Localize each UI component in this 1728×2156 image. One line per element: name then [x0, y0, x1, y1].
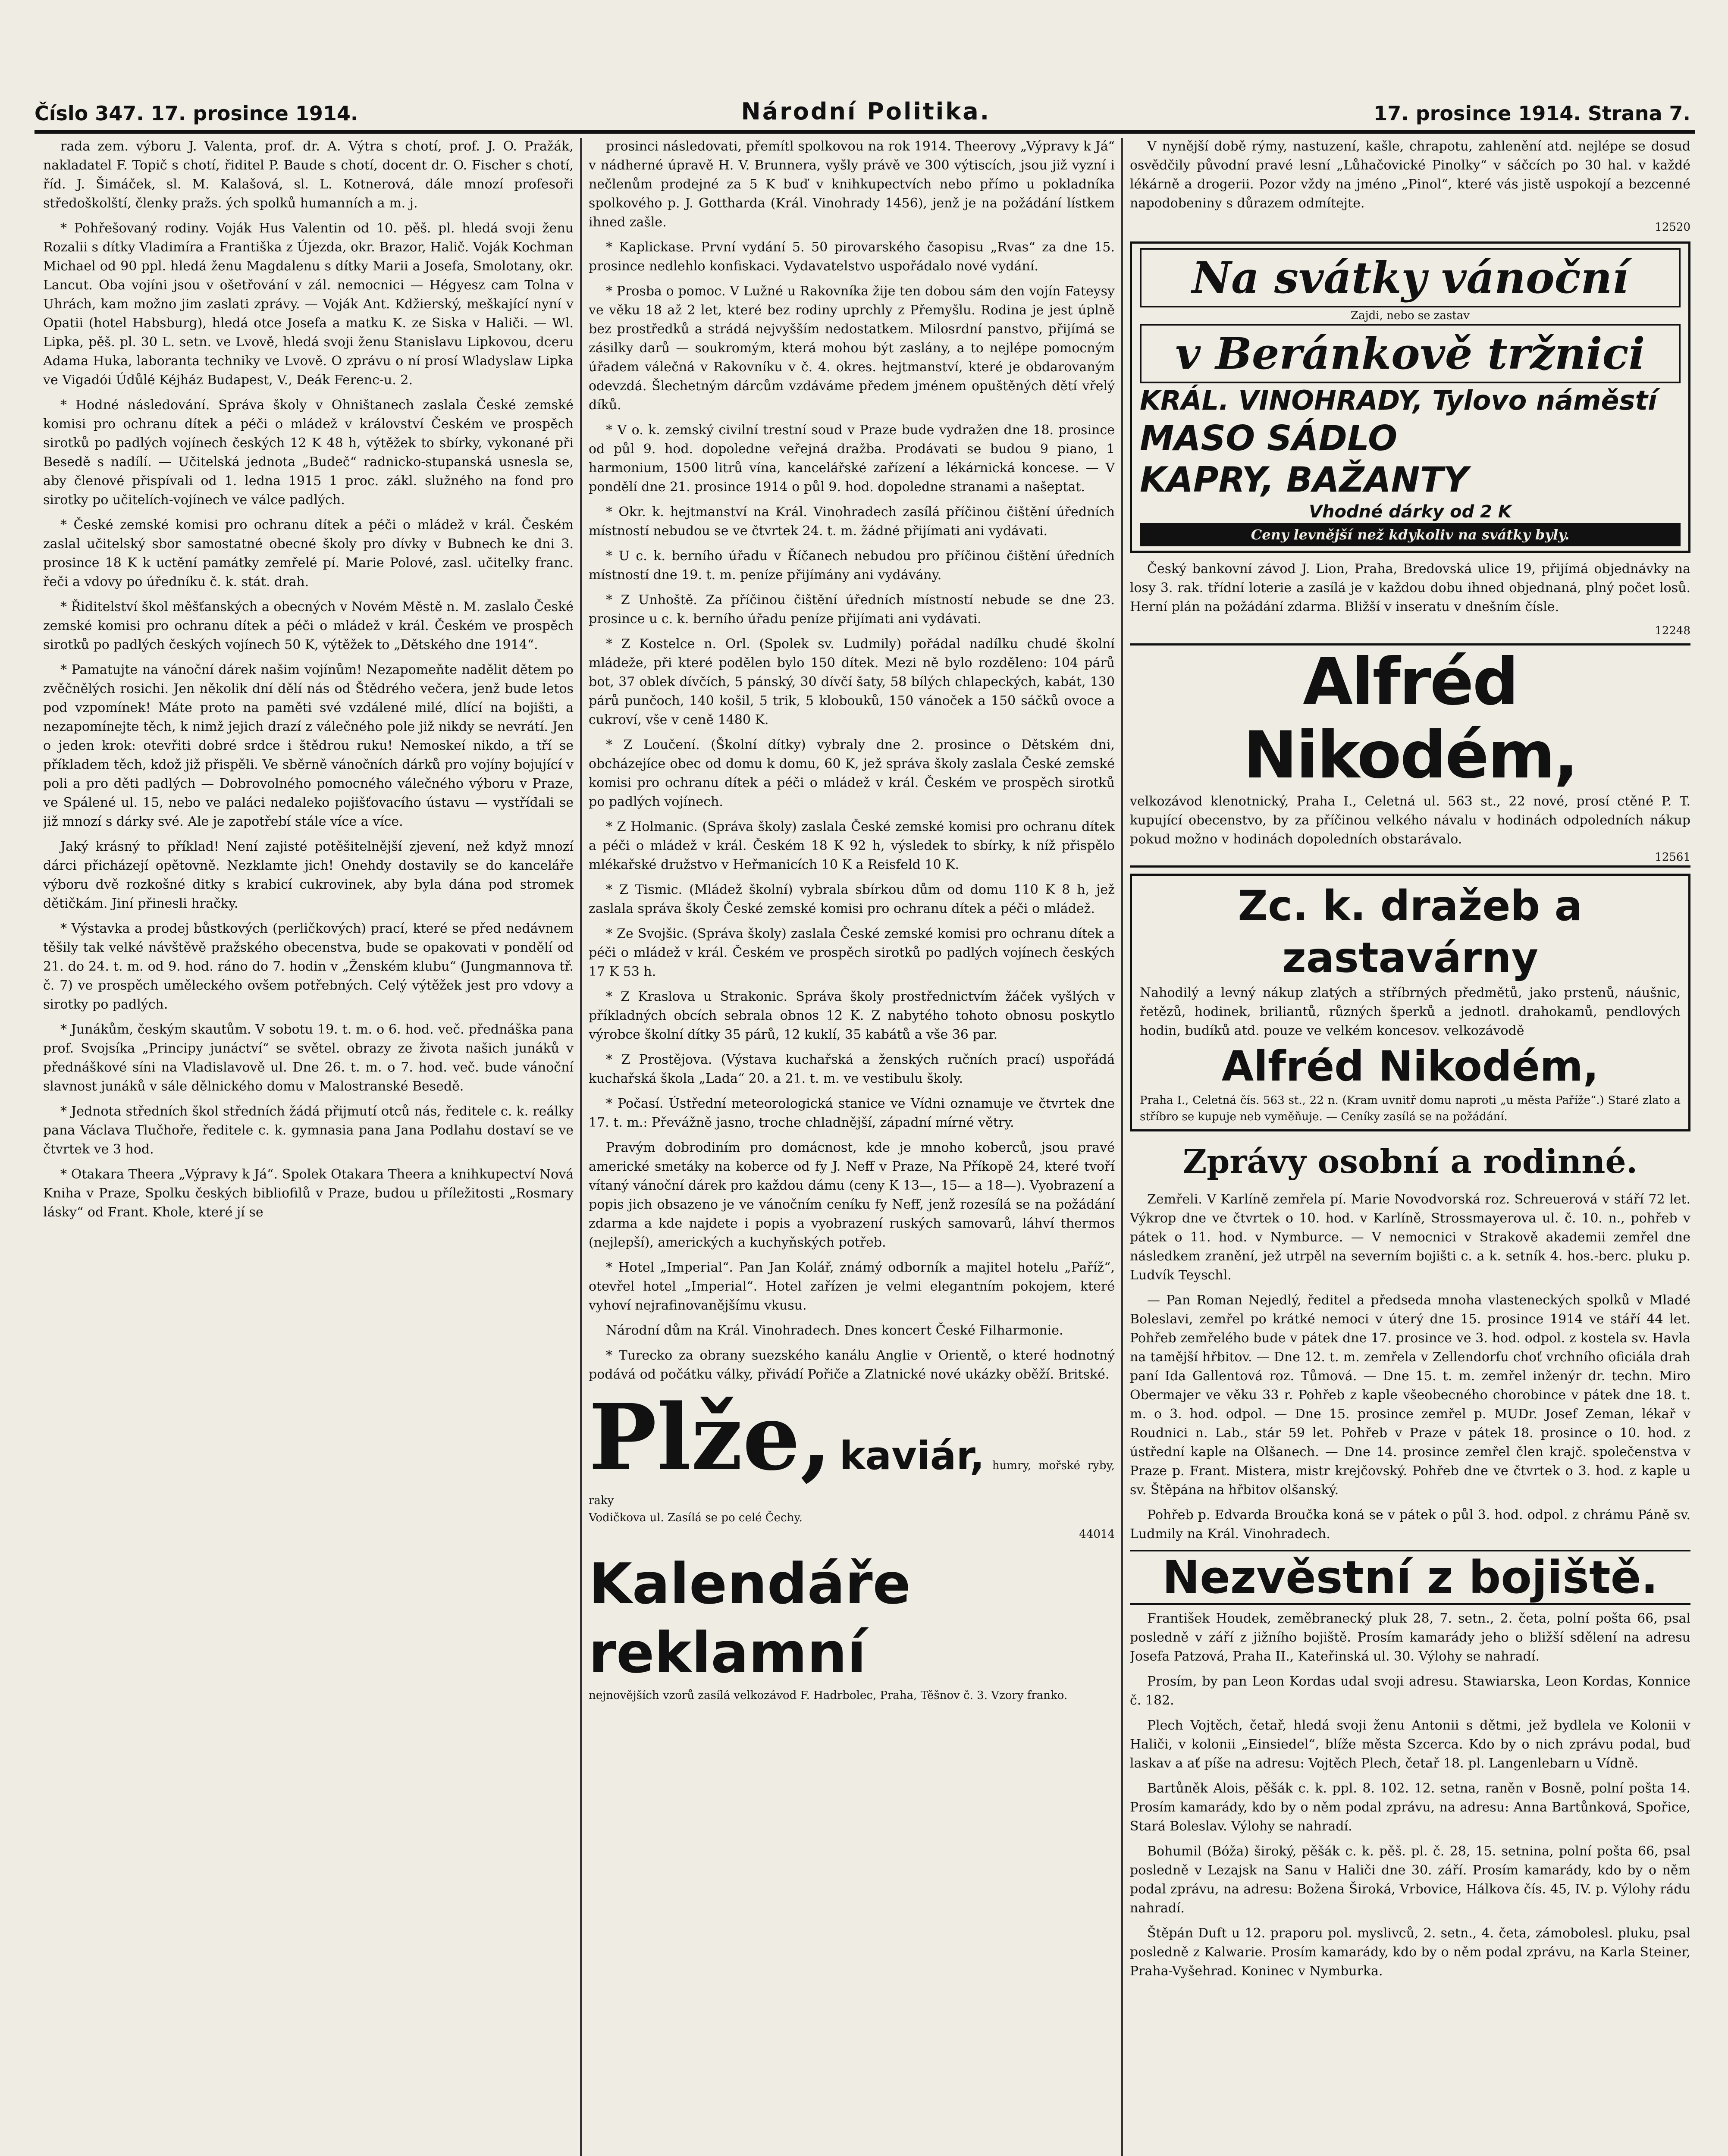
ad-pawnshop-address: Praha I., Celetná čís. 563 st., 22 n. (Kram uvnitř domu naproti „u města Paříže“.) Staré zlato a stříbro se kupuje neb vyměňuje. — Ceníky zasílá se na požádání.: [1140, 1094, 1681, 1123]
ad-pawnshop-text: Nahodilý a levný nákup zlatých a stříbrných předmětů, jako prstenů, náušnic, řetězů, hodinek, briliantů, různých šperků a jednotl. drahokamů, pendlových hodin, budíků atd. pouze ve velkém koncesov. velkozávodě: [1140, 985, 1681, 1038]
article-paragraph: — Pan Roman Nejedlý, ředitel a předseda mnoha vlasteneckých spolků v Mladé Boleslavi, zemřel po krátké nemoci v úterý dne 15. prosince 1914 ve stáří 44 let. Pohřeb zemřelého bude v pátek dne 17. prosince ve 3. hod. odpol. z kostela sv. Havla na tamější hřbitov. — Dne 12. t. m. zemřela v Zellendorfu choť vrchního oficiála drah paní Ida Gallentová roz. Tůmová. — Dne 15. t. m. zemřel inženýr dr. techn. Miro Obermajer ve věku 33 r. Pohřeb z kaple všeobecného chorobince v pátek dne 18. t. m. o 3. hod. odpol. — Dne 15. prosince zemřel p. MUDr. Josef Zeman, lékař v Roudnici n. Lab., stár 59 let. Pohřeb v Praze v pátek 18. prosince o 10. hod. z ústřední kaple na Olšanech. — Dne 14. prosince zemřel člen krajč. společenstva v Praze p. Frant. Mistera, mistr krejčovský. Pohřeb dne ve čtvrtek o 3. hod. z kaple u sv. Štěpána na hřbitov olšanský.: [1130, 1293, 1690, 1498]
ad-christmas-subtitle: Zajdi, nebo se zastav: [1351, 309, 1470, 322]
article-paragraph: * Počasí. Ústřední meteorologická stanice ve Vídni oznamuje ve čtvrtek dne 17. t. m.: Převážně jasno, troche chladnější, západní mírné větry.: [589, 1096, 1115, 1130]
ad-nikodem-text: velkozávod klenotnický, Praha I., Celetná ul. 563 st., 22 nové, prosí ctěné P. T. kupující obecenstvo, by za příčinou velkého návalu v hodinách odpoledních nákup pokud možno v hodinách dopoledních obstarávalo.: [1130, 794, 1690, 847]
kalendare-advertisement: [589, 1549, 1115, 1704]
ad-kaviar-title: kaviár,: [839, 1433, 985, 1479]
article-paragraph: * V o. k. zemský civilní trestní soud v Praze bude vydražen dne 18. prosince od půl 9. hod. dopoledne veřejná dražba. Prodávati se budou 9 piano, 1 harmonium, 1500 litrů vína, kancelářské zařízení a lékárnická koncese. — V pondělí dne 21. prosince 1914 o půl 9. hod. dopoledne stranami a našeptat.: [589, 423, 1115, 495]
header-masthead: Národní Politika.: [741, 98, 991, 125]
column-divider: [1121, 138, 1123, 2156]
article-paragraph: Štěpán Duft u 12. praporu pol. myslivců, 2. setn., 4. četa, zámobolesl. pluku, psal posledně z Kalwarie. Prosím kamarády, kdo by o něm podal zprávu, na Karla Steiner, Praha-Vyšehrad. Koninec v Nymburka.: [1130, 1926, 1690, 1979]
article-paragraph: Bartůněk Alois, pěšák c. k. ppl. 8. 102. 12. setna, raněn v Bosně, polní pošta 14. Prosím kamarády, kdo by o něm podal zprávu, na adresu: Anna Bartůnková, Spořice, Stará Boleslav. Výlohy se nahradí.: [1130, 1781, 1690, 1834]
ad-christmas-carp: KAPRY, BAŽANTY: [1140, 460, 1468, 500]
ad-plze-number: 44014: [1079, 1528, 1115, 1541]
ad-christmas-prices: Ceny levnější než kdykoliv na svátky byly.: [1140, 523, 1681, 546]
article-paragraph: Jaký krásný to příklad! Není zajisté potěšitelnější zjevení, než když mnozí dárci přicházejí opětovně. Nezklamte jich! Onehdy dostavily se do kanceláře výboru dvě rozkošné ditky s krabicí cukrovinek, aby byla dána pod stromek dětičkám. Jiní přinesli hračky.: [43, 839, 574, 911]
column-divider: [580, 138, 582, 2156]
section-title-missing: Nezvěstní z bojiště.: [1130, 1550, 1690, 1605]
ad-christmas-title: Na svátky vánoční: [1140, 248, 1681, 307]
article-paragraph: * Řiditelství škol měšťanských a obecných v Novém Městě n. M. zaslalo České zemské komisi pro ochranu dítek a péči o mládež v král. Českém ve prospěch sirotků po padlých českých vojínech 50 K, výtěžek to „Dětského dne 1914“.: [43, 599, 574, 652]
ad-kalendare-text: nejnovějších vzorů zasílá velkozávod F. Hadrbolec, Praha, Těšnov č. 3. Vzory franko.: [589, 1689, 1068, 1702]
article-paragraph: Národní dům na Král. Vinohradech. Dnes koncert České Filharmonie.: [606, 1323, 1063, 1338]
column-2: [589, 137, 1115, 2156]
article-paragraph: * Pohřešovaný rodiny. Voják Hus Valentin od 10. pěš. pl. hledá svoji ženu Rozalii s dítky Vladimíra a Františka z Újezda, okr. Brazor, Halič. Voják Kochman Michael od 90 ppl. hledá ženu Magdalenu s dítky Marii a Josefa, Smolotany, okr. Lancut. Oba vojíni jsou v ošetřování v zál. nemocnici — Hégyesz cam Tolna v Uhrách, kam možno jim zaslati zprávy. — Voják Ant. Kdžierský, meškající nyní v Opatii (hotel Habsburg), hledá otce Josefa a matku K. ze Siska v Haliči. — Wl. Lipka, pěš. pl. 30 L. setn. ve Lvově, hledá svoji ženu Stanislavu Lipkovou, dceru Adama Huka, laboranta techniky ve Lvově. O zprávu o ní prosí Wladyslaw Lipka ve Vigadói Údůlé Kéjház Budapest, V., Deák Ferenc-u. 2.: [43, 221, 574, 388]
ad-christmas-gifts: Vhodné dárky od 2 K: [1309, 502, 1512, 522]
bank-notice: Český bankovní závod J. Lion, Praha, Bredovská ulice 19, přijímá objednávky na losy 3. rak. třídní loterie a zasílá je v každou dobu ihned objednaná, plný počet losů. Herní plán na požádání zdarma. Bližší v inseratu v dnešním čísle.: [1130, 561, 1690, 614]
article-paragraph: Plech Vojtěch, četař, hledá svoji ženu Antonii s dětmi, jež bydlela ve Kolonii v Haliči, v kolonii „Einsiedel“, blíže města Szcerca. Kdo by o nich zprávu podal, buď laskav a ať píše na adresu: Vojtěch Plech, četař 18. pl. Langenlebarn u Vídně.: [1130, 1718, 1690, 1771]
article-paragraph: * Turecko za obrany suezského kanálu Anglie v Orientě, o které hodnotný podává od počátku války, přivádí Pořiče a Zlatnické nové ukázky oběží. Britské.: [589, 1348, 1115, 1382]
article-paragraph: * U c. k. berního úřadu v Říčanech nebudou pro příčinou čištění úředních místností dne 19. t. m. peníze přijímány ani vydávány.: [589, 548, 1115, 583]
article-paragraph: František Houdek, zeměbranecký pluk 28, 7. setn., 2. četa, polní pošta 66, psal posledně v září z jižního bojiště. Prosím kamarády jeho o bližší sdělení na adresu Josefa Patzová, Praha II., Kateřinská ul. 30. Výlohy se nahradí.: [1130, 1611, 1690, 1664]
pinolky-notice-number: 12520: [1655, 221, 1690, 234]
article-paragraph: * Z Kraslova u Strakonic. Správa školy prostřednictvím žáček vyšlých v příkladných obcích sebrala obnos 12 K. Z nabytého tohoto obnosu poskytlo výrobce školní dítky 35 párů, 12 kuklí, 35 kabátů a vše 36 par.: [589, 989, 1115, 1042]
article-paragraph: * Jednota středních škol středních žádá přijmutí otců nás, ředitele c. k. reálky pana Václava Tlučhoře, ředitele c. k. gymnasia pana Jana Podlahu dostaví se ve čtvrtek ve 3 hod.: [43, 1104, 574, 1157]
article-paragraph: Zemřeli. V Karlíně zemřela pí. Marie Novodvorská roz. Schreuerová v stáří 72 let. Výkrop dne ve čtvrtek o 10. hod. v Karlíně, Strossmayerova ul. č. 10. n., pohřeb v pátek o 11. hod. v Nymburce. — V nemocnici v Strakově akademii zemřel dne následkem zranění, jež utrpěl na severním bojišti c. a k. setník 4. hos.-berc. pluku p. Ludvík Teyschl.: [1130, 1192, 1690, 1283]
article-paragraph: Prosím, by pan Leon Kordas udal svoji adresu. Stawiarska, Leon Kordas, Konnice č. 182.: [1130, 1674, 1690, 1708]
ad-pawnshop-title: Zc. k. dražeb a zastavárny: [1238, 882, 1583, 982]
christmas-market-advertisement: [1130, 241, 1690, 553]
ad-christmas-meat: MASO SÁDLO: [1140, 418, 1398, 458]
ad-nikodem-title: Alfréd Nikodém,: [1243, 645, 1577, 793]
ad-plze-address: Vodičkova ul. Zasílá se po celé Čechy.: [589, 1511, 803, 1524]
article-paragraph: * Z Holmanic. (Správa školy) zaslala České zemské komisi pro ochranu dítek a péči o mládež v král. Českém 18 K 92 h, výsledek to sbírky, k níž přispělo mlékařské družstvo v Heřmanicích 10 K a Reisfeld 10 K.: [589, 819, 1115, 872]
article-paragraph: rada zem. výboru J. Valenta, prof. dr. A. Výtra s chotí, prof. J. O. Pražák, nakladatel F. Topič s chotí, řiditel P. Baude s chotí, docent dr. O. Fischer s chotí, říd. J. Šimáček, sl. M. Kalašová, sl. L. Kotnerová, dále mnozí profesoři středoškolští, členky pražs. ých spolků humanních a m. j.: [43, 139, 574, 211]
header-issue-date: Číslo 347. 17. prosince 1914.: [34, 102, 358, 125]
article-paragraph: Pohřeb p. Edvarda Broučka koná se v pátek o půl 3. hod. odpol. z chrámu Páně sv. Ludmily na Král. Vinohradech.: [1130, 1507, 1690, 1542]
article-paragraph: * České zemské komisi pro ochranu dítek a péči o mládež v král. Českém zaslal učitelský sbor samostatné obecné školy pro dívky v Bubnech ke dni 3. prosince 18 K k uctění památky zemřelé pí. Marie Polové, zasl. učitelky franc. řeči a vdovy po úředníku č. k. stát. drah.: [43, 517, 574, 589]
article-paragraph: * Z Kostelce n. Orl. (Spolek sv. Ludmily) pořádal nadílku chudé školní mládeže, při které podělen bylo 150 dítek. Mezi ně bylo rozděleno: 104 párů bot, 37 oblek dívčích, 5 pánský, 30 dívčí šaty, 58 bílých chlapeckých, kabát, 130 párů punčoch, 140 košil, 5 trik, 5 klobouků, 150 vánoček a 150 sáčků ovoce a cukroví, vše v ceně 1480 K.: [589, 636, 1115, 727]
article-paragraph: Pravým dobrodiním pro domácnost, kde je mnoho koberců, jsou pravé americké smetáky na koberce od fy J. Neff v Praze, Na Příkopě 24, které tvoří vítaný vánoční dárek pro každou dámu (ceny K 13—, 15— a 18—). Vyobrazení a popis jich obsazeno je ve vánočním ceníku fy Neff, jenž rozesílá se na požádání zdarma a kde najdete i popis a vyobrazení ruských samovarů, láhví thermos (nejlepší), amerických a kuchyňských potřeb.: [589, 1140, 1115, 1250]
ad-plze-title: Plže,: [589, 1384, 832, 1491]
ad-christmas-market: v Beránkově tržnici: [1140, 324, 1681, 383]
article-paragraph: * Pamatujte na vánoční dárek našim vojínům! Nezapomeňte nadělit dětem po zvěčnělých rosichi. Jen několik dní dělí nás od Štědrého večera, jenž bude letos pod vzpomínek! Máte proto na paměti své vzdálené milé, dlící na bojišti, a nezapomínejte těch, k nimž jejich drazí z válečného pole již nikdy se nevrátí. Jen o jeden krok: otevřiti dobré srdce i štědrou ruku! Nemoskeí nikdo, a tří se příkladem těch, kdož již přispěli. Ve sběrně vánočních dárků pro vojíny bojující v poli a pro děti padlých — Dobrovolného pomocného válečného výboru v Praze, ve Spálené ul. 15, nebo ve paláci nedaleko pojišťovacího ústavu — vystřídali se již mnozí s dárky své. Ale je zapotřebí stále více a více.: [43, 662, 574, 829]
bank-notice-number: 12248: [1655, 624, 1690, 637]
article-paragraph: * Kaplickase. První vydání 5. 50 pirovarského časopisu „Rvas“ za dne 15. prosince nedlehlo konfiskaci. Vydavatelstvo uspořádalo nové vydání.: [589, 240, 1115, 274]
pawnshop-advertisement: [1130, 874, 1690, 1131]
article-paragraph: * Hodné následování. Správa školy v Ohništanech zaslala České zemské komisi pro ochranu dítek a péči o mládež v království Českém ve prospěch sirotků po padlých vojínech českých 12 K 48 h, výtěžek to sbírky, vykonané při Besedě s nadílí. — Učitelská jednota „Budeč“ radnicko-stupanská usnesla se, aby členové přispívali od 1. ledna 1915 1 proc. zákl. služného na fond pro sirotky po učitelích-vojínech ve válce padlých.: [43, 398, 574, 508]
article-paragraph: * Prosba o pomoc. V Lužné u Rakovníka žije ten dobou sám den vojín Fateysy ve věku 18 až 2 let, které bez rodiny uprchly z Přemyšlu. Rodina je jest úplně bez prostředků a strádá nejvyšším nedostatkem. Milosrdní panstvo, přijímá se zásilky darů — soukromým, která mohou být zaslány, a to nejlépe pomocným úřadem válečná v Rakovníku v č. 4. okres. hejtmanství, které je obdarovaným odevzdá. Šlechetným dárcům vzdáváme předem jménem opuštěných dětí vřelý díků.: [589, 284, 1115, 413]
page-header: [34, 73, 1690, 125]
ad-kalendare-title: Kalendáře reklamní: [589, 1551, 911, 1686]
ad-plze-products: humry, mořské ryby, raky: [589, 1459, 1115, 1507]
section-title-personal: Zprávy osobní a rodinné.: [1182, 1142, 1638, 1181]
article-paragraph: prosinci následovati, přemítl spolkovou na rok 1914. Theerovy „Výpravy k Já“ v nádherné úpravě H. V. Brunnera, vyšly právě ve 300 výtiscích, jsou již vyzní i nečlenům prodejné za 5 K buď v knihkupectvích nebo přímo u pokladníka spolkového p. J. Gottharda (Král. Vinohrady 1456), jenž je na požádání lístkem ihned zašle.: [589, 139, 1115, 230]
pinolky-notice: V nynější době rýmy, nastuzení, kašle, chrapotu, zahlenění atd. nejlépe se dosud osvědčily původní pravé lesní „Lůhačovické Pinolky“ v sáčcích po 30 hal. v každé lékárně a drogerii. Pozor vždy na jméno „Pinol“, které vás jistě uspokojí a bezcenné napodobeniny s důrazem odmítejte.: [1130, 139, 1690, 211]
article-paragraph: * Okr. k. hejtmanství na Král. Vinohradech zasílá příčinou čištění úředních místností nebudou se ve čtvrtek 24. t. m. žádné přijímati ani vydávati.: [589, 505, 1115, 539]
plze-advertisement: [589, 1384, 1115, 1542]
article-paragraph: * Hotel „Imperial“. Pan Jan Kolář, známý odborník a majitel hotelu „Paříž“, otevřel hotel „Imperial“. Hotel zařízen je velmi elegantním pokojem, které vyhoví nejrafinovanějšímu vkusu.: [589, 1260, 1115, 1313]
article-paragraph: Bohumil (Bóža) široký, pěšák c. k. pěš. pl. č. 28, 15. setnina, polní pošta 66, psal posledně v Lezajsk na Sanu v Haliči dne 30. září. Prosím kamarády, kdo by o něm podal zprávu, na adresu: Božena Široká, Vrbovice, Hálkova čís. 45, IV. p. Výlohy rádu nahradí.: [1130, 1844, 1690, 1916]
article-paragraph: * Z Loučení. (Školní dítky) vybraly dne 2. prosince o Dětském dni, obcházejíce obec od domu k domu, 60 K, jež správa školy zaslala České zemské komisi pro ochranu dítek a péči o mládež v král. Českém ve prospěch sirotků po padlých vojínech.: [589, 737, 1115, 809]
ad-nikodem-number: 12561: [1655, 851, 1690, 864]
ad-pawnshop-name: Alfréd Nikodém,: [1221, 1042, 1599, 1091]
article-paragraph: * Otakara Theera „Výpravy k Já“. Spolek Otakara Theera a knihkupectví Nová Kniha v Praze, Spolku českých bibliofilů v Praze, budou u příležitosti „Rosmary lásky“ od Frant. Khole, které jí se: [43, 1167, 574, 1220]
header-page-number: 17. prosince 1914. Strana 7.: [1374, 102, 1690, 125]
article-paragraph: * Z Prostějova. (Výstava kuchařská a ženských ručních prací) uspořádá kuchařská škola „Lada“ 20. a 21. t. m. ve vestibulu školy.: [589, 1052, 1115, 1086]
article-paragraph: * Ze Svojšic. (Správa školy) zaslala České zemské komisi pro ochranu dítek a péči o mládež v král. Českém ve prospěch sirotků po padlých vojínech českých 17 K 53 h.: [589, 926, 1115, 979]
column-3: [1130, 137, 1690, 2156]
header-rule: [34, 130, 1695, 134]
article-paragraph: * Z Unhoště. Za příčinou čištění úředních místností nebude se dne 23. prosince u c. k. berního úřadu peníze přijímati ani vydávati.: [589, 592, 1115, 627]
article-paragraph: * Výstavka a prodej bůstkových (perličkových) prací, které se před nedávnem těšily tak velké návštěvě pražského obecenstva, bude se opakovati v pondělí od 21. do 24. t. m. od 9. hod. ráno do 7. hodin v „Ženském klubu“ (Jungmannova tř. č. 7) ve prospěch uměleckého ovšem potřebných. Celý výtěžek jest pro vdovy a sirotky po padlých.: [43, 921, 574, 1012]
article-paragraph: * Z Tismic. (Mládež školní) vybrala sbírkou dům od domu 110 K 8 h, jež zaslala správa školy České zemské komisi pro ochranu dítek a péči o mládež.: [589, 882, 1115, 916]
column-1: [43, 137, 574, 2156]
ad-christmas-address: KRÁL. VINOHRADY, Tylovo náměstí: [1140, 385, 1657, 416]
nikodem-advertisement: [1130, 643, 1690, 868]
article-paragraph: * Junákům, českým skautům. V sobotu 19. t. m. o 6. hod. več. přednáška pana prof. Svojsíka „Principy junáctví“ se světel. obrazy ze života našich junáků v přednáškové síni na Vladislavově ul. Dne 26. t. m. o 7. hod. več. bude vánoční slavnost junáků v sále dělnického domu v Malostranské Besedě.: [43, 1022, 574, 1094]
